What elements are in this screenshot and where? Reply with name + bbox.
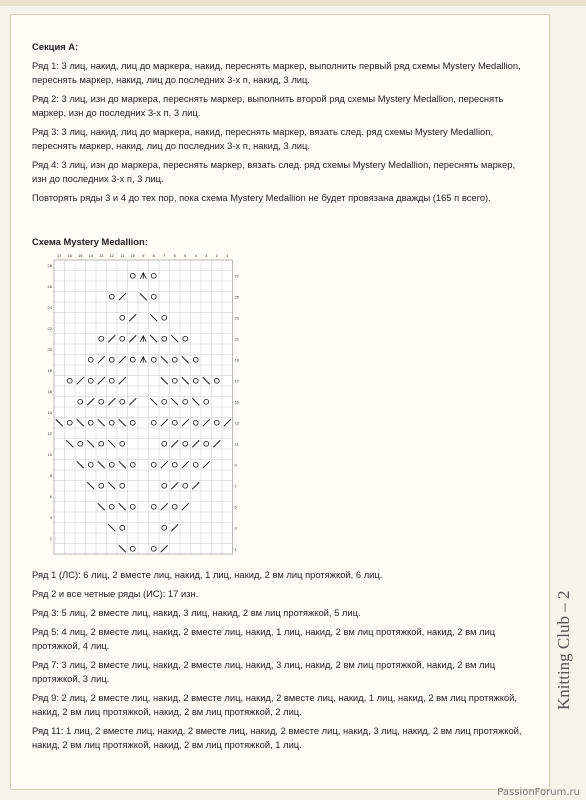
row-number: 19 bbox=[234, 357, 239, 363]
row-number: 6 bbox=[49, 493, 52, 499]
row-number: 8 bbox=[49, 472, 52, 478]
rows-block bbox=[32, 568, 532, 757]
row-number: 21 bbox=[234, 336, 239, 342]
sidebar bbox=[552, 560, 586, 800]
column-number: 14 bbox=[88, 253, 93, 258]
row-number: 28 bbox=[47, 262, 52, 268]
row-2-text: Ряд 2 и все четные ряды (ИС): 17 изн. bbox=[32, 588, 199, 599]
column-number: 2 bbox=[215, 253, 218, 258]
row-5-text: Ряд 5: 4 лиц, 2 вместе лиц, накид, 2 вместе лиц, накид, 1 лиц, накид, 2 вм лиц протяжкой, накид, 2 вм лиц протяжкой, 4 лиц. bbox=[32, 626, 496, 651]
row-number: 10 bbox=[47, 451, 52, 457]
row-3-text: Ряд 3: 5 лиц, 2 вместе лиц, накид, 3 лиц, накид, 2 вм лиц протяжкой, 5 лиц. bbox=[32, 607, 361, 618]
column-number: 1 bbox=[226, 253, 229, 258]
row-number: 3 bbox=[234, 525, 237, 531]
watermark: PassionForum.ru bbox=[497, 787, 580, 798]
row-number: 5 bbox=[234, 504, 237, 510]
intro-block bbox=[32, 40, 532, 210]
row-number: 2 bbox=[49, 535, 52, 541]
column-number: 13 bbox=[99, 253, 104, 258]
intro-row-2: Ряд 2: 3 лиц, изн до маркера, переснять маркер, выполнить второй ряд схемы Mystery Medallion, переснять маркер, изн до последних 3-х п, 3 лиц. bbox=[32, 93, 504, 118]
chart bbox=[42, 248, 252, 571]
row-number: 12 bbox=[47, 430, 52, 436]
row-number: 24 bbox=[47, 304, 52, 310]
intro-row-4: Ряд 4: 3 лиц, изн до маркера, переснять маркер, вязать след. ряд схемы Mystery Medallion, переснять маркер, изн до последних 3-х п, 3 лиц. bbox=[32, 159, 516, 184]
knitting-chart bbox=[42, 248, 252, 566]
row-number: 22 bbox=[47, 325, 52, 331]
section-title: Секция А: bbox=[32, 41, 79, 52]
column-number: 10 bbox=[130, 253, 135, 258]
row-number: 25 bbox=[234, 294, 239, 300]
row-9-text: Ряд 9: 2 лиц, 2 вместе лиц, накид, 2 вместе лиц, накид, 2 вместе лиц, накид, 1 лиц, накид, 2 вм лиц протяжкой, накид, 2 вм лиц протяжкой, накид, 2 вм лиц протяжкой, 2 лиц. bbox=[32, 692, 517, 717]
intro-row-3: Ряд 3: 3 лиц, накид, лиц до маркера, накид, переснять маркер, вязать след. ряд схемы Mystery Medallion, переснять маркер, накид, лиц до последних 3-х п, накид, 3 лиц. bbox=[32, 126, 494, 151]
column-number: 4 bbox=[194, 253, 197, 258]
column-number: 9 bbox=[142, 253, 145, 258]
column-number: 11 bbox=[120, 253, 125, 258]
sidebar-title: Knitting Club – 2 bbox=[554, 590, 573, 710]
row-number: 4 bbox=[49, 514, 52, 520]
row-7-text: Ряд 7: 3 лиц, 2 вместе лиц, накид, 2 вместе лиц, накид, 3 лиц, накид, 2 вм лиц протяжкой, накид, 2 вм лиц протяжкой, 3 лиц. bbox=[32, 659, 496, 684]
row-number: 20 bbox=[47, 346, 52, 352]
row-number: 18 bbox=[47, 367, 52, 373]
scheme-title: Схема Mystery Medallion: bbox=[32, 236, 148, 247]
row-number: 26 bbox=[47, 283, 52, 289]
row-number: 23 bbox=[234, 315, 239, 321]
top-border bbox=[0, 0, 586, 6]
column-number: 16 bbox=[67, 253, 72, 258]
row-number: 1 bbox=[234, 546, 237, 552]
row-number: 16 bbox=[47, 388, 52, 394]
row-number: 11 bbox=[234, 441, 239, 447]
column-number: 5 bbox=[184, 253, 187, 258]
row-number: 9 bbox=[234, 462, 237, 468]
column-number: 15 bbox=[78, 253, 83, 258]
row-number: 13 bbox=[234, 420, 239, 426]
row-number: 27 bbox=[234, 273, 239, 279]
column-number: 3 bbox=[205, 253, 208, 258]
intro-row-1: Ряд 1: 3 лиц, накид, лиц до маркера, накид, переснять маркер, выполнить первый ряд схемы Mystery Medallion, переснять маркер, накид, лиц до последних 3-х п, накид, 3 лиц. bbox=[32, 60, 521, 85]
column-number: 8 bbox=[152, 253, 155, 258]
intro-repeat: Повторять ряды 3 и 4 до тех пор, пока схема Mystery Medallion не будет провязана дважды (165 п всего). bbox=[32, 192, 491, 203]
column-number: 7 bbox=[163, 253, 166, 258]
row-number: 14 bbox=[47, 409, 52, 415]
row-number: 17 bbox=[234, 378, 239, 384]
column-number: 17 bbox=[57, 253, 62, 258]
row-number: 15 bbox=[234, 399, 239, 405]
column-number: 12 bbox=[109, 253, 114, 258]
row-11-text: Ряд 11: 1 лиц, 2 вместе лиц, накид, 2 вместе лиц, накид, 2 вместе лиц, накид, 3 лиц, накид, 2 вм лиц протяжкой, накид, 2 вм лиц протяжкой, накид, 2 вм лиц протяжкой, 1 лиц. bbox=[32, 725, 522, 750]
row-number: 7 bbox=[234, 483, 237, 489]
column-number: 6 bbox=[173, 253, 176, 258]
row-1-text: Ряд 1 (ЛС): 6 лиц, 2 вместе лиц, накид, 1 лиц, накид, 2 вм лиц протяжкой, 6 лиц. bbox=[32, 569, 383, 580]
